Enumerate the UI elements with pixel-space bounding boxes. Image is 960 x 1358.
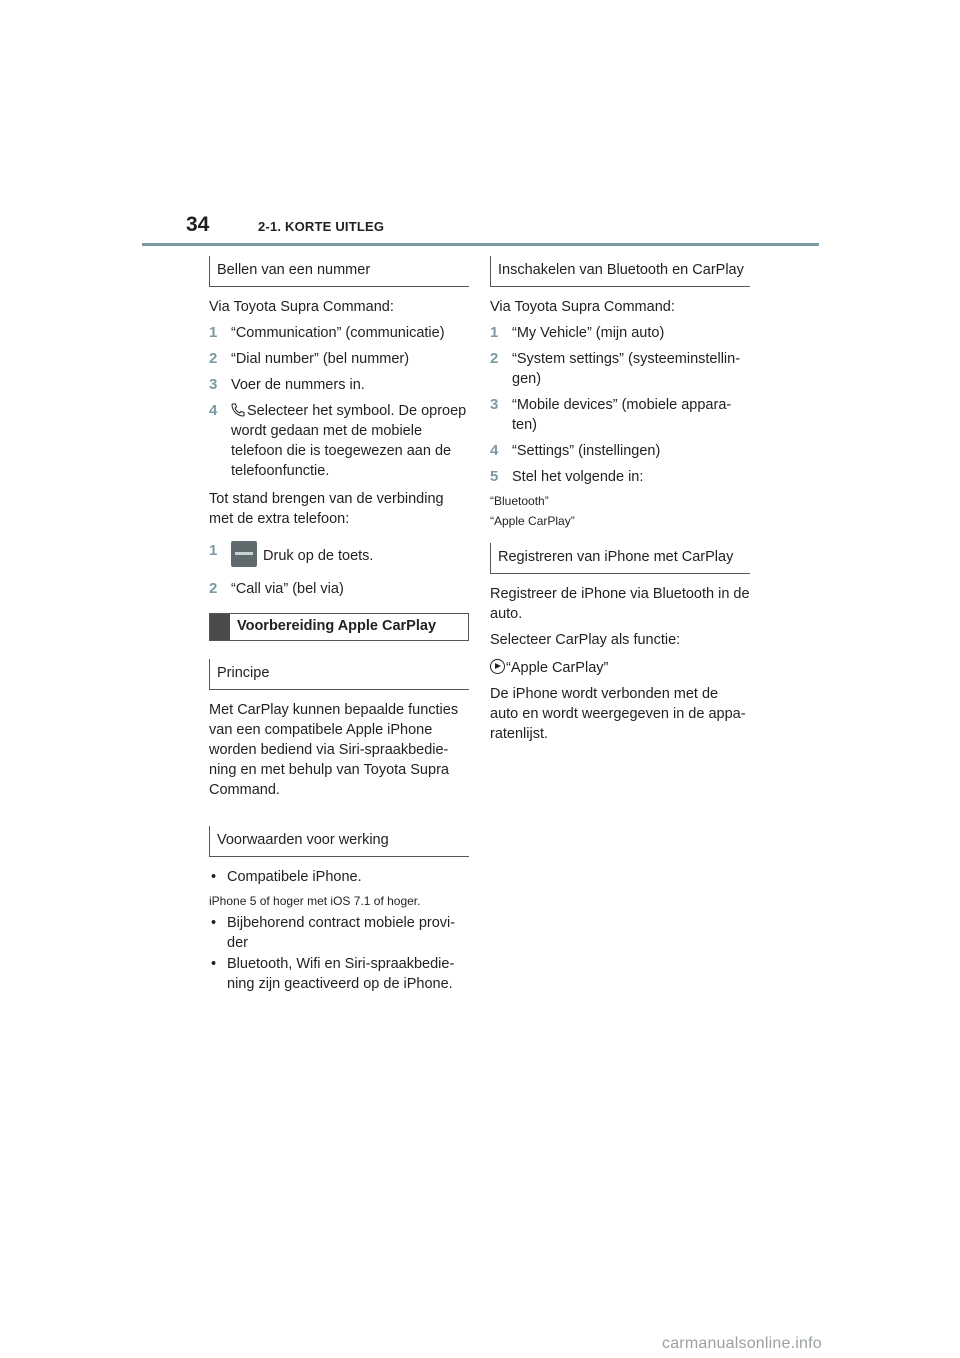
dial-step [209,401,469,481]
step-text: Stel het volgende in: [512,469,644,485]
bt-option: “Bluetooth” [490,494,549,508]
page-number: 34 [186,213,210,236]
subheading-bluetooth: Inschakelen van Bluetooth en CarPlay [490,256,750,287]
condition-text: Bijbehorend contract mobiele provi-der [227,915,456,951]
phone-icon [231,403,245,417]
bt-step [490,395,750,435]
subheading-principle: Principe [209,659,469,690]
bt-step [490,323,750,343]
section-header-text: Voorbereiding Apple CarPlay [237,618,437,634]
condition-text: Bluetooth, Wifi en Siri-spraakbedie-ning zijn geactiveerd op de iPhone. [227,956,455,992]
dial-step [209,375,469,395]
section-title: 2-1. KORTE UITLEG [258,219,385,234]
condition-item: • Bijbehorend contract mobiele provi-der [211,915,456,951]
dial-step [209,323,469,343]
register-option [490,658,750,678]
step-text: “Settings” (instellingen) [512,443,661,459]
left-column [209,256,469,995]
extra-phone-intro: Tot stand brengen van de verbinding met de extra telefoon: [209,491,444,527]
step-number: 3 [490,396,499,413]
extra-step [209,541,469,567]
step-text: “Dial number” (bel nummer) [231,351,410,367]
step-text: Voer de nummers in. [231,377,365,393]
header-rule [142,243,819,246]
step-number: 3 [209,376,218,393]
condition-item: • Bluetooth, Wifi en Siri-spraakbedie-ning zijn geactiveerd op de iPhone. [211,956,455,992]
condition-item: • Compatibele iPhone. [211,869,362,885]
bt-option: “Apple CarPlay” [490,514,575,528]
phone-button-icon [231,541,257,567]
subheading-dial: Bellen van een nummer [209,256,469,287]
register-text: De iPhone wordt verbonden met de auto en wordt weergegeven in de appa-ratenlijst. [490,686,746,742]
register-text: Selecteer CarPlay als functie: [490,632,681,648]
step-number: 5 [490,468,499,485]
bt-intro: Via Toyota Supra Command: [490,299,675,315]
condition-note: iPhone 5 of hoger met iOS 7.1 of hoger. [209,894,421,908]
step-number: 1 [490,324,499,341]
step-number: 4 [490,442,499,459]
condition-text: Compatibele iPhone. [227,869,362,885]
step-number: 1 [209,542,218,559]
dial-step [209,349,469,369]
section-header-carplay [209,613,469,641]
step-text: “Communication” (communicatie) [231,325,445,341]
right-column [490,256,750,750]
step-number: 1 [209,324,218,341]
principle-text: Met CarPlay kunnen bepaalde functies van een compatibele Apple iPhone worden bediend via Siri-spraakbedie-ning en met behulp van Toyota Supra Command. [209,702,459,798]
subheading-register: Registreren van iPhone met CarPlay [490,543,750,574]
step-text: “System settings” (systeeminstellin-gen) [512,351,741,387]
step-text: “Mobile devices” (mobiele appara-ten) [512,397,732,433]
step-number: 2 [209,350,218,367]
step-text: Selecteer het symbool. De oproep wordt gedaan met de mobiele telefoon die is toegewezen aan de telefoonfunctie. [231,403,467,479]
step-text: “Call via” (bel via) [231,581,344,597]
bt-step [490,349,750,389]
step-number: 4 [209,402,218,419]
extra-step [209,579,469,599]
step-number: 2 [209,580,218,597]
bt-step [490,467,750,487]
watermark: carmanualsonline.info [662,1335,822,1352]
step-text: “My Vehicle” (mijn auto) [512,325,665,341]
section-bar [210,614,230,640]
bt-step [490,441,750,461]
step-text: Druk op de toets. [259,548,374,564]
step-number: 2 [490,350,499,367]
register-text: Registreer de iPhone via Bluetooth in de auto. [490,586,750,622]
play-icon [490,659,505,674]
dial-intro: Via Toyota Supra Command: [209,299,394,315]
register-option-text: “Apple CarPlay” [506,660,609,676]
subheading-conditions: Voorwaarden voor werking [209,826,469,857]
